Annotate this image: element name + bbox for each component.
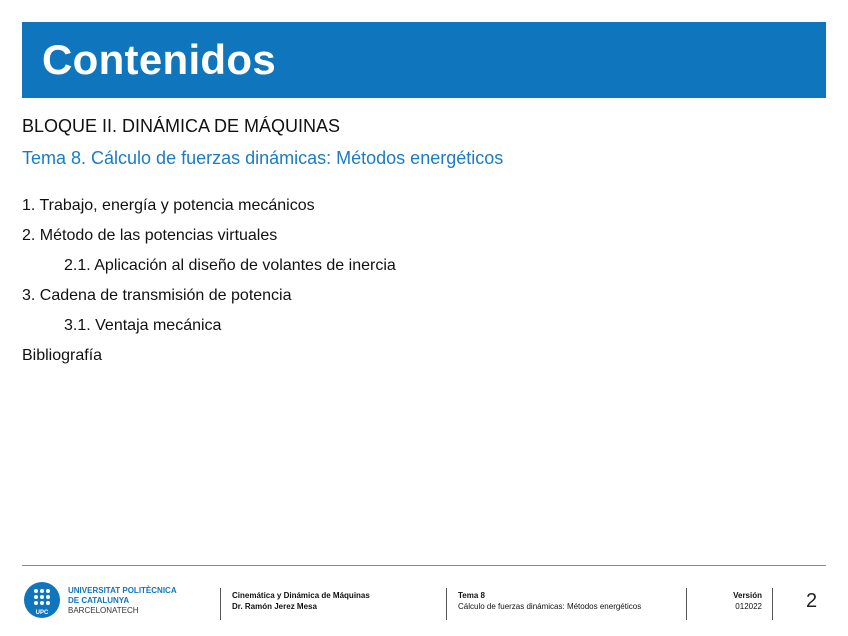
topic-number: Tema 8 <box>458 591 485 600</box>
footer-version <box>700 590 762 612</box>
page-number: 2 <box>806 590 818 612</box>
footer-separator <box>220 588 221 620</box>
footer-divider <box>22 565 826 566</box>
footer-course <box>232 590 370 612</box>
title-band <box>22 22 826 98</box>
university-line-1: UNIVERSITAT POLITÈCNICA <box>68 586 177 595</box>
course-name: Cinemática y Dinámica de Máquinas <box>232 591 370 600</box>
toc-item-2-1: 2.1. Aplicación al diseño de volantes de inercia <box>64 257 396 274</box>
upc-logo-icon <box>24 582 60 618</box>
university-line-3: BARCELONATECH <box>68 606 139 615</box>
topic-title: Tema 8. Cálculo de fuerzas dinámicas: Métodos energéticos <box>22 148 504 168</box>
toc-item-bibliography: Bibliografía <box>22 347 103 364</box>
slide-title: Contenidos <box>42 36 276 83</box>
toc-item-1: 1. Trabajo, energía y potencia mecánicos <box>22 197 315 214</box>
block-title: BLOQUE II. DINÁMICA DE MÁQUINAS <box>22 116 341 136</box>
version-label: Versión <box>733 591 762 600</box>
footer-separator <box>686 588 687 620</box>
footer-separator <box>446 588 447 620</box>
author-name: Dr. Ramón Jerez Mesa <box>232 602 317 611</box>
toc-item-3: 3. Cadena de transmisión de potencia <box>22 287 292 304</box>
footer-separator <box>772 588 773 620</box>
footer-topic <box>458 590 668 612</box>
university-line-2: DE CATALUNYA <box>68 596 130 605</box>
logo-label: UPC <box>35 610 49 616</box>
topic-name: Cálculo de fuerzas dinámicas: Métodos energéticos <box>458 602 642 611</box>
table-of-contents <box>22 194 396 374</box>
version-value: 012022 <box>735 602 762 611</box>
university-name <box>68 586 177 616</box>
toc-item-3-1: 3.1. Ventaja mecánica <box>64 317 222 334</box>
toc-item-2: 2. Método de las potencias virtuales <box>22 227 278 244</box>
